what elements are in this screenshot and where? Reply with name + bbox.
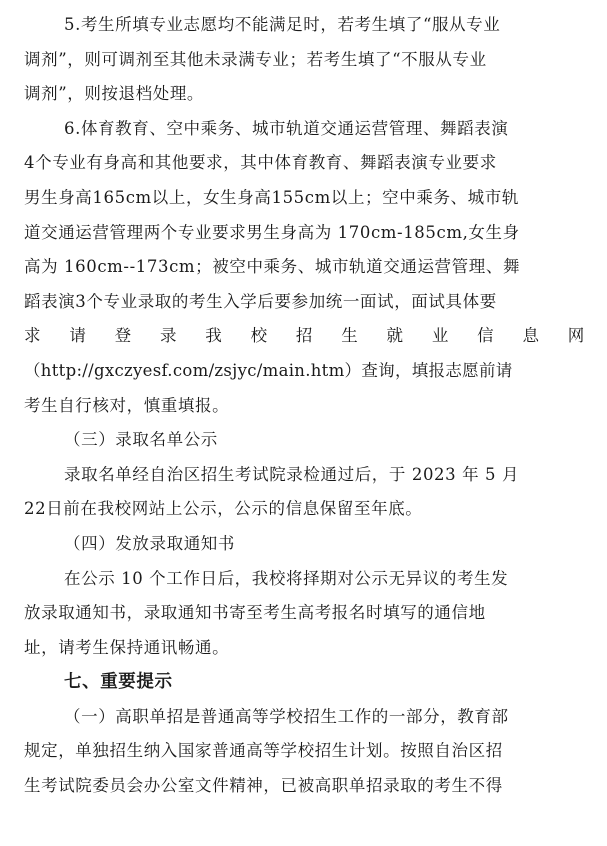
spread-char: 就 (386, 326, 404, 346)
section3-title: （三）录取名单公示 (64, 430, 218, 450)
spread-char: 信 (477, 326, 495, 346)
item6-line-4: 道交通运营管理两个专业要求男生身高为 170cm-185cm,女生身 (24, 222, 520, 242)
chapter7-title: 七、重要提示 (64, 672, 173, 693)
spread-char: 招 (295, 326, 313, 346)
spread-char: 校 (250, 326, 268, 346)
section4-line-1: 在公示 10 个工作日后，我校将择期对公示无异议的考生发 (64, 568, 509, 588)
spread-char: 我 (205, 326, 223, 346)
spread-char: 录 (159, 326, 178, 346)
section4-title: （四）发放录取通知书 (64, 533, 235, 553)
spread-char: 请 (69, 326, 87, 346)
chapter7-line-3: 生考试院委员会办公室文件精神，已被高职单招录取的考生不得 (24, 776, 503, 796)
spread-char: 业 (431, 326, 449, 346)
spread-char: 求 (24, 326, 42, 346)
chapter7-line-2: 规定，单独招生纳入国家普通高等学校招生计划。按照自治区招 (24, 741, 503, 761)
section4-line-2: 放录取通知书，录取通知书寄至考生高考报名时填写的通信地 (24, 603, 486, 623)
item6-line-1: 6.体育教育、空中乘务、城市轨道交通运营管理、舞蹈表演 (64, 118, 509, 138)
item6-spread-line (24, 319, 585, 354)
chapter7-line-1: （一）高职单招是普通高等学校招生工作的一部分，教育部 (64, 706, 509, 726)
item6-line-6: 蹈表演3个专业录取的考生入学后要参加统一面试，面试具体要 (24, 291, 497, 311)
section4-line-3: 址，请考生保持通讯畅通。 (24, 637, 230, 657)
item6-last-line: 考生自行核对，慎重填报。 (24, 395, 230, 415)
item5-line-2: 调剂”，则可调剂至其他未录满专业；若考生填了“不服从专业 (24, 49, 487, 69)
item5-line-1: 5.考生所填专业志愿均不能满足时，若考生填了“服从专业 (64, 15, 501, 34)
section3-line-2: 22日前在我校网站上公示，公示的信息保留至年底。 (24, 499, 423, 519)
spread-char: 息 (522, 326, 540, 346)
item6-line-3: 男生身高165cm以上，女生身高155cm以上；空中乘务、城市轨 (24, 187, 519, 207)
spread-char: 网 (567, 326, 585, 346)
item6-url-line: （http://gxczyesf.com/zsjyc/main.htm）查询，填报志愿前请 (24, 360, 513, 380)
item5-line-3: 调剂”，则按退档处理。 (24, 84, 205, 104)
spread-char: 生 (341, 326, 359, 346)
section3-line-1: 录取名单经自治区招生考试院录检通过后，于 2023 年 5 月 (64, 464, 520, 484)
spread-char: 登 (114, 326, 132, 346)
item6-line-2: 4个专业有身高和其他要求，其中体育教育、舞蹈表演专业要求 (24, 153, 497, 173)
item6-line-5: 高为 160cm--173cm；被空中乘务、城市轨道交通运营管理、舞 (24, 257, 521, 277)
